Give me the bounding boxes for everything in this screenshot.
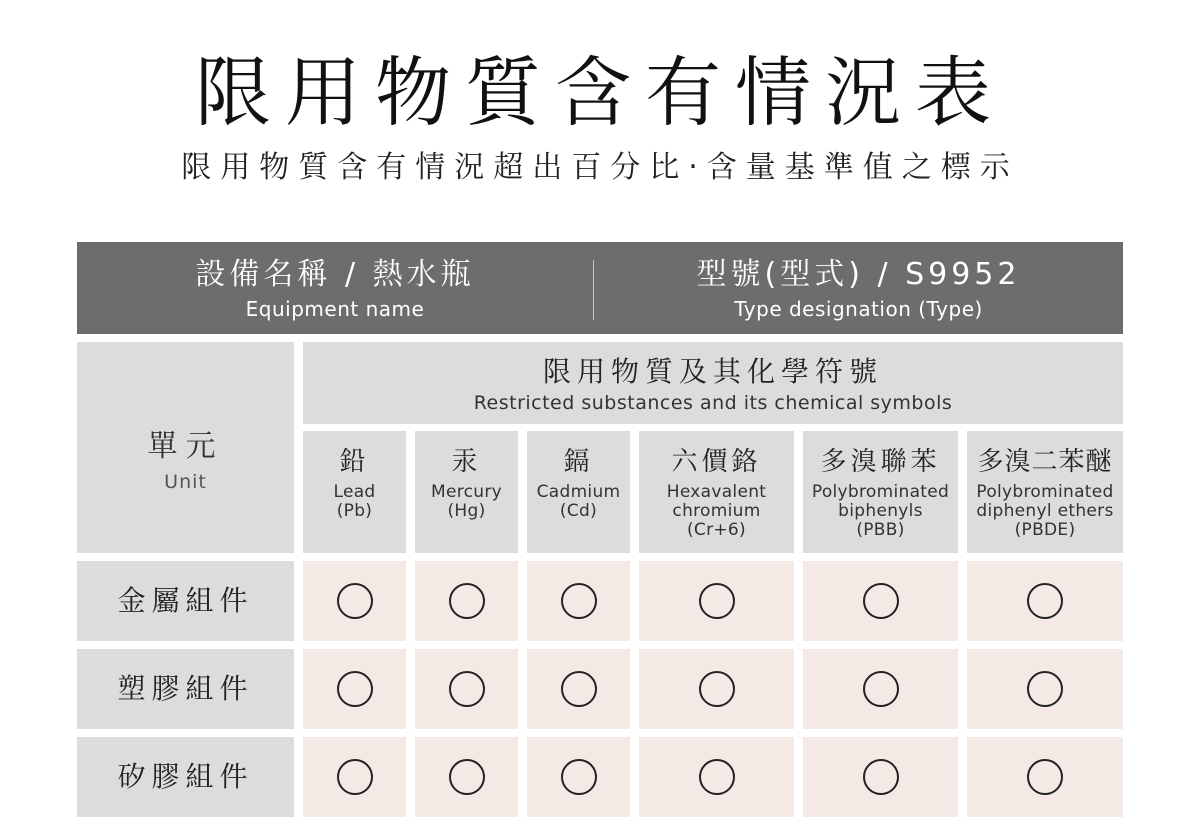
- table-cell: [303, 649, 406, 729]
- row-label-silicone: [77, 737, 294, 817]
- table-cell: [415, 649, 518, 729]
- table-cell: [803, 737, 958, 817]
- unit-header-cell: [77, 342, 294, 553]
- table-cell: [415, 737, 518, 817]
- table-cell: [527, 737, 630, 817]
- substance-header-mercury: [415, 431, 518, 553]
- substance-header-cadmium: [527, 431, 630, 553]
- circle-mark-icon: [449, 759, 485, 795]
- substance-name-zh: 鉛: [339, 447, 370, 477]
- restricted-substances-header: [303, 342, 1123, 424]
- row-label-plastic: [77, 649, 294, 729]
- page-title: 限用物質含有情況表: [195, 48, 1005, 137]
- table-cell: [967, 737, 1123, 817]
- row-label-metal: [77, 561, 294, 641]
- circle-mark-icon: [1027, 671, 1063, 707]
- table-cell: [527, 561, 630, 641]
- row-label-text: 塑膠組件: [117, 672, 254, 705]
- circle-mark-icon: [863, 759, 899, 795]
- circle-mark-icon: [449, 583, 485, 619]
- circle-mark-icon: [863, 671, 899, 707]
- equipment-name-zh: 設備名稱 / 熱水瓶: [195, 257, 475, 292]
- substance-name-zh: 鎘: [563, 447, 594, 477]
- table-cell: [803, 561, 958, 641]
- substance-name-zh: 汞: [451, 447, 482, 477]
- circle-mark-icon: [337, 671, 373, 707]
- circle-mark-icon: [561, 759, 597, 795]
- substance-header-pbb: [803, 431, 958, 553]
- circle-mark-icon: [337, 759, 373, 795]
- circle-mark-icon: [699, 671, 735, 707]
- unit-label-en: Unit: [164, 471, 207, 493]
- page-subtitle: 限用物質含有情況超出百分比‧含量基準值之標示: [181, 150, 1019, 185]
- circle-mark-icon: [699, 759, 735, 795]
- equipment-name-cell: [77, 242, 593, 334]
- substance-header-lead: [303, 431, 406, 553]
- substance-name-en: Hexavalent chromium (Cr+6): [666, 482, 767, 540]
- substance-name-en: Polybrominated biphenyls (PBB): [811, 482, 950, 540]
- circle-mark-icon: [449, 671, 485, 707]
- substance-name-en: Mercury (Hg): [430, 482, 502, 521]
- circle-mark-icon: [337, 583, 373, 619]
- table-cell: [303, 737, 406, 817]
- row-label-text: 矽膠組件: [117, 760, 254, 793]
- substance-header-pbde: [967, 431, 1123, 553]
- table-cell: [639, 561, 794, 641]
- circle-mark-icon: [1027, 583, 1063, 619]
- table-cell: [527, 649, 630, 729]
- equipment-name-en: Equipment name: [245, 297, 425, 321]
- substance-name-zh: 多溴二苯醚: [977, 447, 1113, 477]
- row-label-text: 金屬組件: [117, 584, 254, 617]
- type-designation-zh: 型號(型式) / S9952: [696, 257, 1021, 292]
- circle-mark-icon: [561, 583, 597, 619]
- table-cell: [303, 561, 406, 641]
- table-cell: [639, 649, 794, 729]
- circle-mark-icon: [1027, 759, 1063, 795]
- restricted-substances-zh: 限用物質及其化學符號: [542, 355, 883, 388]
- unit-label-zh: 單元: [147, 429, 224, 464]
- substance-name-zh: 六價鉻: [671, 447, 762, 477]
- table-cell: [803, 649, 958, 729]
- table-cell: [415, 561, 518, 641]
- circle-mark-icon: [863, 583, 899, 619]
- table-cell: [967, 561, 1123, 641]
- substance-name-zh: 多溴聯苯: [820, 447, 941, 477]
- circle-mark-icon: [699, 583, 735, 619]
- type-designation-en: Type designation (Type): [734, 297, 983, 321]
- type-designation-cell: [594, 242, 1123, 334]
- circle-mark-icon: [561, 671, 597, 707]
- table-cell: [967, 649, 1123, 729]
- substance-name-en: Polybrominated diphenyl ethers (PBDE): [976, 482, 1114, 540]
- table-header: [77, 242, 1123, 334]
- restricted-substances-en: Restricted substances and its chemical symbols: [473, 392, 953, 414]
- substance-name-en: Cadmium (Cd): [536, 482, 621, 521]
- substance-header-hexavalent-chromium: [639, 431, 794, 553]
- substance-name-en: Lead (Pb): [333, 482, 376, 521]
- table-cell: [639, 737, 794, 817]
